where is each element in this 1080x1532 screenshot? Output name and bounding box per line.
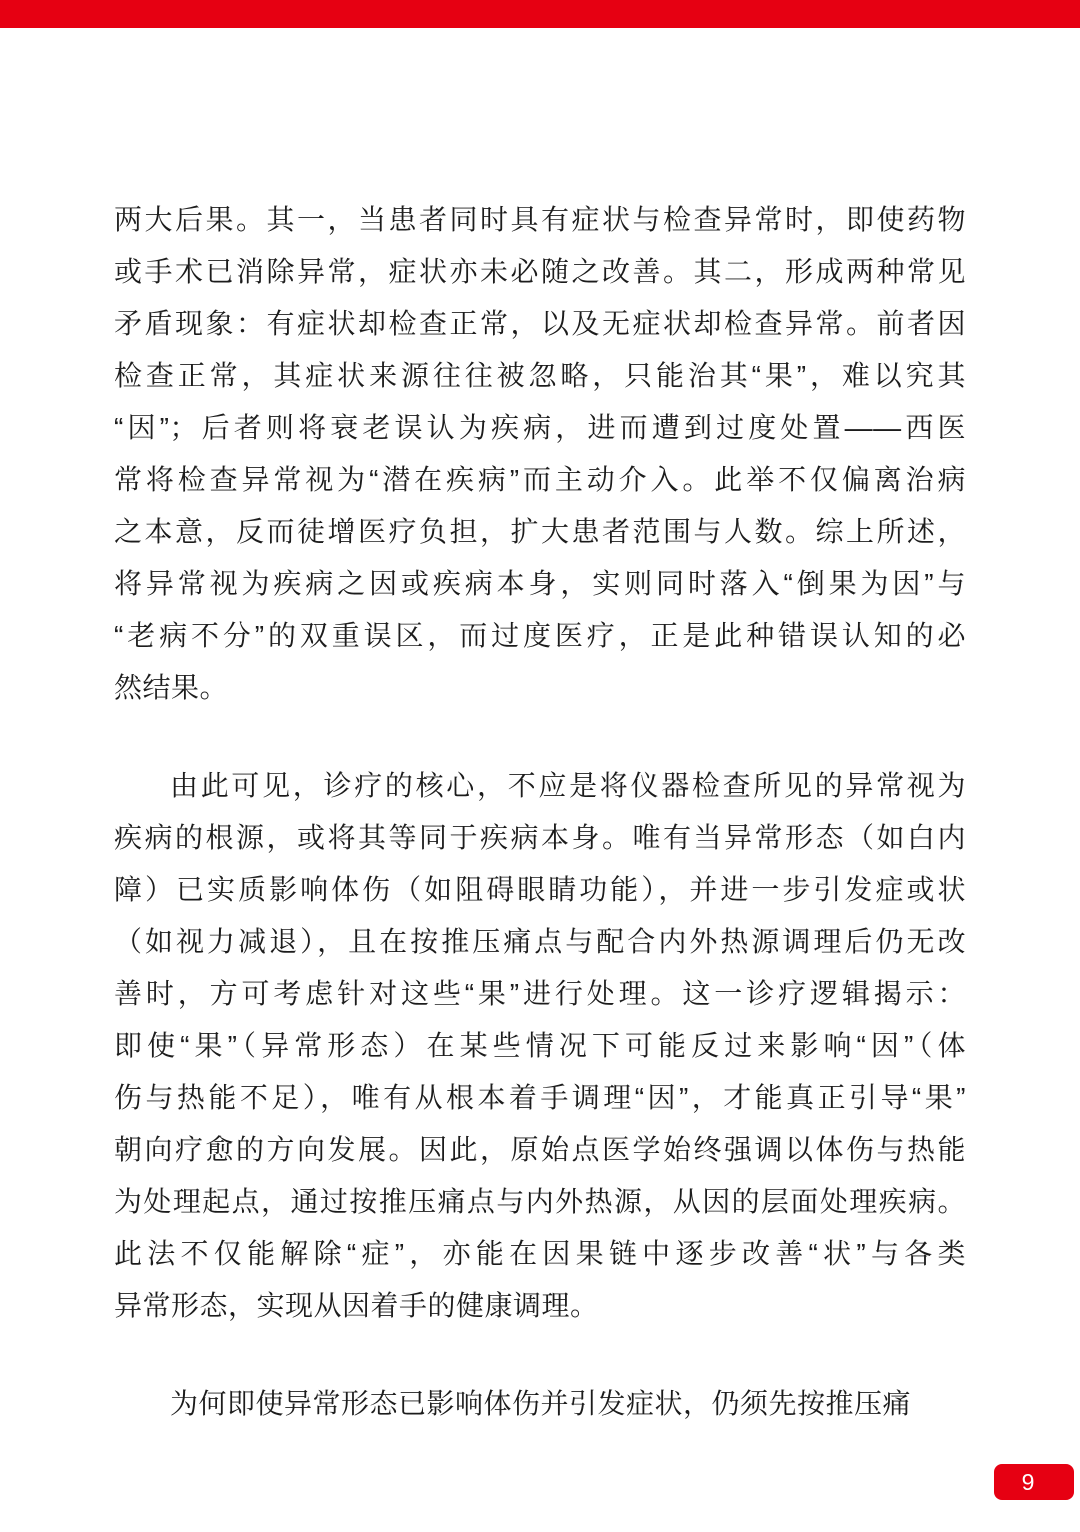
- body-text: [114, 194, 966, 1430]
- text-line: 异常形态，实现从因着手的健康调理。: [114, 1290, 599, 1321]
- text-line: 为处理起点，通过按推压痛点与内外热源，从因的层面处理疾病。: [114, 1186, 966, 1217]
- text-line: 为何即使异常形态已影响体伤并引发症状，仍须先按推压痛: [170, 1388, 912, 1419]
- text-line: 即使“果”（异常形态）在某些情况下可能反过来影响“因”（体: [114, 1030, 966, 1061]
- text-line: 此法不仅能解除“症”，亦能在因果链中逐步改善“状”与各类: [114, 1238, 966, 1269]
- text-line: 检查正常，其症状来源往往被忽略，只能治其“果”，难以究其: [114, 360, 966, 391]
- text-line: 两大后果。其一，当患者同时具有症状与检查异常时，即使药物: [114, 204, 966, 235]
- text-line: （如视力减退），且在按推压痛点与配合内外热源调理后仍无改: [114, 926, 966, 957]
- text-line: 善时，方可考虑针对这些“果”进行处理。这一诊疗逻辑揭示：: [114, 978, 966, 1009]
- text-line: 矛盾现象：有症状却检查正常，以及无症状却检查异常。前者因: [114, 308, 966, 339]
- page-number: 9: [1021, 1468, 1035, 1495]
- top-accent-bar: [0, 0, 1080, 28]
- paragraph: [114, 194, 966, 714]
- text-line: 障）已实质影响体伤（如阻碍眼睛功能），并进一步引发症或状: [114, 874, 966, 905]
- text-line: 疾病的根源，或将其等同于疾病本身。唯有当异常形态（如白内: [114, 822, 966, 853]
- text-line: 将异常视为疾病之因或疾病本身，实则同时落入“倒果为因”与: [114, 568, 966, 599]
- page-number-badge: [994, 1464, 1074, 1500]
- text-line: 朝向疗愈的方向发展。因此，原始点医学始终强调以体伤与热能: [114, 1134, 966, 1165]
- paragraph: [114, 760, 966, 1332]
- paragraph: [114, 1378, 966, 1430]
- text-line: 伤与热能不足），唯有从根本着手调理“因”，才能真正引导“果”: [114, 1082, 966, 1113]
- text-line: 常将检查异常视为“潜在疾病”而主动介入。此举不仅偏离治病: [114, 464, 966, 495]
- text-line: “因”；后者则将衰老误认为疾病，进而遭到过度处置——西医: [114, 412, 966, 443]
- text-line: 然结果。: [114, 672, 229, 703]
- text-line: “老病不分”的双重误区，而过度医疗，正是此种错误认知的必: [114, 620, 966, 651]
- text-line: 由此可见，诊疗的核心，不应是将仪器检查所见的异常视为: [170, 770, 966, 801]
- text-line: 之本意，反而徒增医疗负担，扩大患者范围与人数。综上所述，: [114, 516, 966, 547]
- text-line: 或手术已消除异常，症状亦未必随之改善。其二，形成两种常见: [114, 256, 966, 287]
